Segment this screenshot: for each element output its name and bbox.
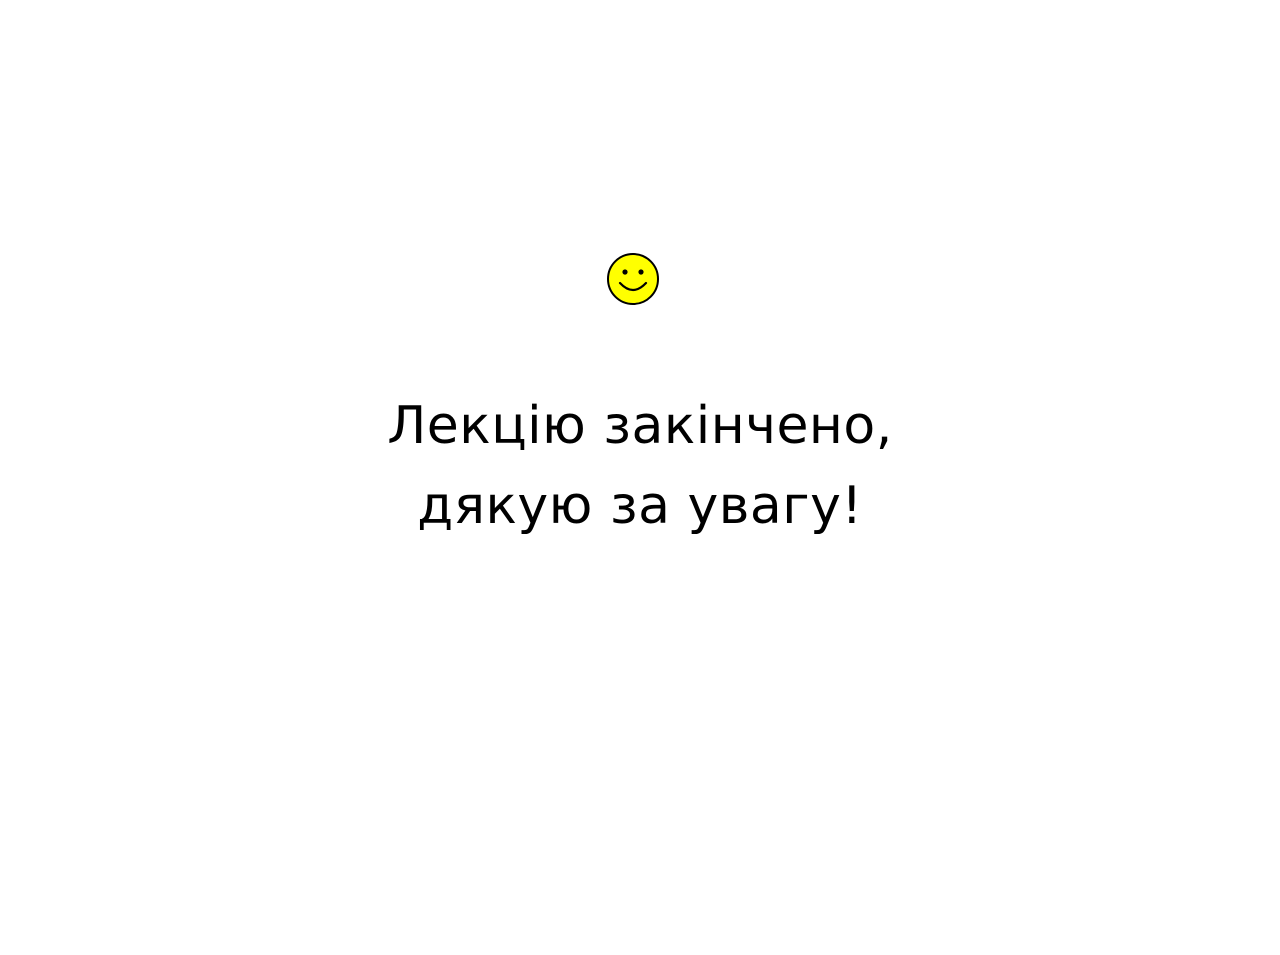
- closing-message-line-1: Лекцію закінчено,: [387, 396, 893, 456]
- smiley-face-icon: [606, 252, 660, 306]
- closing-message: [0, 386, 1280, 546]
- closing-message-line-2: дякую за увагу!: [417, 476, 863, 536]
